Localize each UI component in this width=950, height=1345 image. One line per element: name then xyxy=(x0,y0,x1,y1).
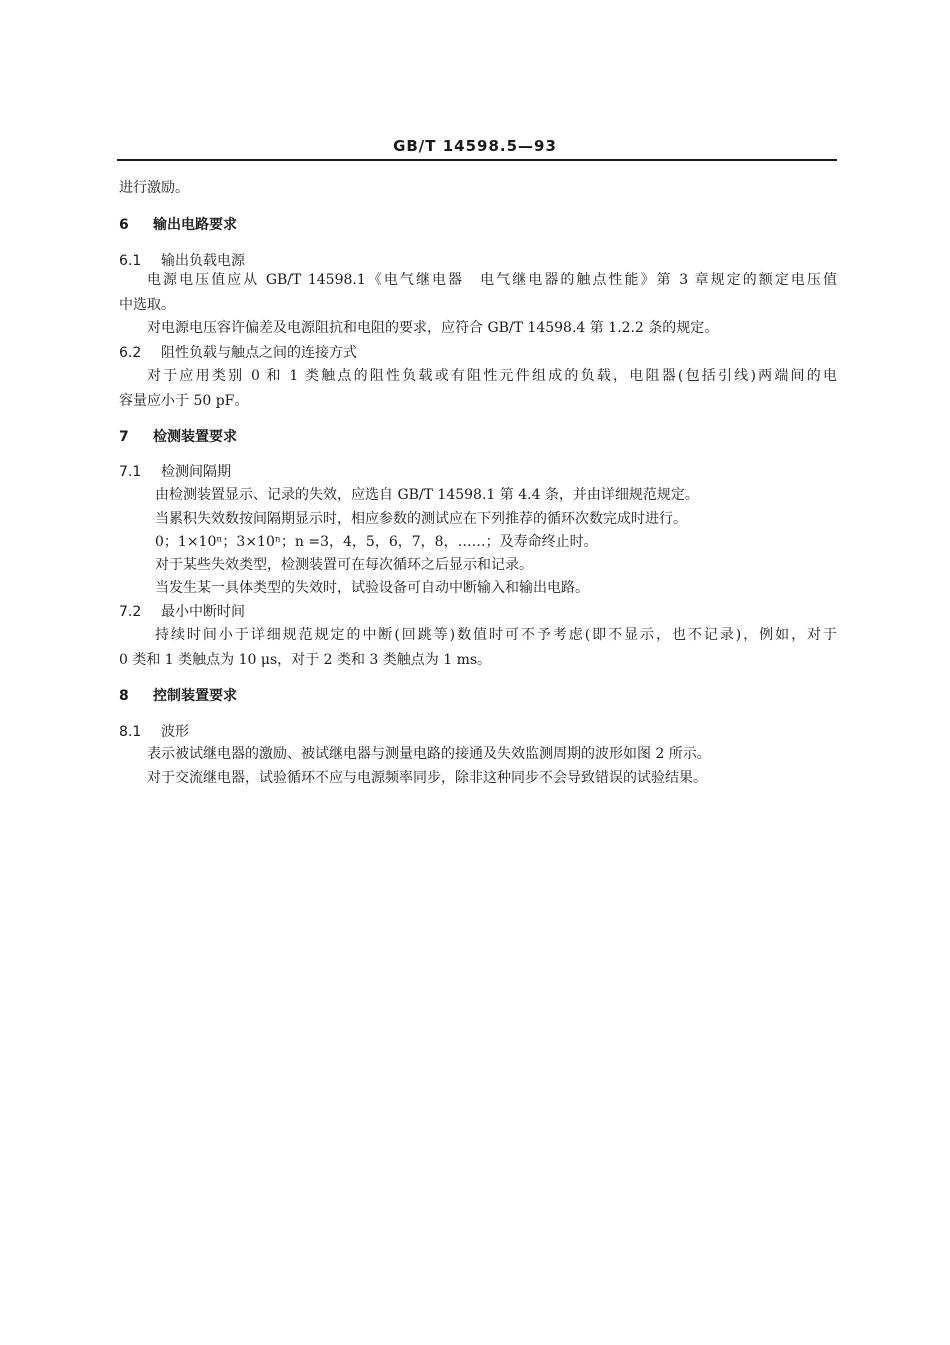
paragraph: 对于应用类别 0 和 1 类触点的阻性负载或有阻性元件组成的负载，电阻器(包括引线)两端间的电 xyxy=(147,368,837,384)
section-6-1-number: 6.1 xyxy=(119,253,142,269)
paragraph: 由检测装置显示、记录的失效，应选自 GB/T 14598.1 第 4.4 条，并由详细规范规定。 xyxy=(155,487,699,503)
section-8-1-title: 波形 xyxy=(161,724,189,740)
paragraph: 表示被试继电器的激励、被试继电器与测量电路的接通及失效监测周期的波形如图 2 所示。 xyxy=(147,746,711,762)
section-8-number: 8 xyxy=(119,688,129,704)
paragraph: 容量应小于 50 pF。 xyxy=(119,393,249,409)
section-6-1-heading xyxy=(119,251,245,271)
paragraph: 对于交流继电器，试验循环不应与电源频率同步，除非这种同步不会导致错误的试验结果。 xyxy=(147,770,707,786)
section-7-2-heading xyxy=(119,602,245,622)
paragraph: 持续时间小于详细规范规定的中断(回跳等)数值时可不予考虑(即不显示，也不记录)，例如，对于 xyxy=(155,627,837,643)
paragraph: 对于某些失效类型，检测装置可在每次循环之后显示和记录。 xyxy=(155,557,533,573)
header-rule xyxy=(117,159,837,161)
section-7-2-title: 最小中断时间 xyxy=(161,604,245,620)
section-7-2-number: 7.2 xyxy=(119,604,142,620)
paragraph: 当发生某一具体类型的失效时，试验设备可自动中断输入和输出电路。 xyxy=(155,580,589,596)
paragraph: 0 类和 1 类触点为 10 μs，对于 2 类和 3 类触点为 1 ms。 xyxy=(119,652,492,668)
section-7-1-heading xyxy=(119,462,231,482)
section-8-heading xyxy=(119,686,237,706)
section-8-1-number: 8.1 xyxy=(119,724,142,740)
continuation-line: 进行激励。 xyxy=(119,180,189,196)
standard-header: GB/T 14598.5—93 xyxy=(393,137,557,155)
paragraph: 当累积失效数按间隔期显示时，相应参数的测试应在下列推荐的循环次数完成时进行。 xyxy=(155,511,687,527)
section-6-2-heading xyxy=(119,343,357,363)
section-6-1-title: 输出负载电源 xyxy=(161,253,245,269)
section-7-1-number: 7.1 xyxy=(119,464,142,480)
paragraph: 对电源电压容许偏差及电源阻抗和电阻的要求，应符合 GB/T 14598.4 第 1.2.2 条的规定。 xyxy=(147,320,719,336)
section-7-title: 检测装置要求 xyxy=(153,429,237,445)
section-7-number: 7 xyxy=(119,429,129,445)
section-6-2-title: 阻性负载与触点之间的连接方式 xyxy=(161,345,357,361)
section-7-heading xyxy=(119,427,237,447)
section-6-number: 6 xyxy=(119,217,129,233)
paragraph: 电源电压值应从 GB/T 14598.1《电气继电器 电气继电器的触点性能》第 3 章规定的额定电压值 xyxy=(147,272,837,288)
paragraph: 中选取。 xyxy=(119,297,175,313)
formula-line: 0；1×10ⁿ；3×10ⁿ；n =3，4，5，6，7，8，……；及寿命终止时。 xyxy=(155,534,598,550)
section-6-2-number: 6.2 xyxy=(119,345,142,361)
section-6-heading xyxy=(119,215,237,235)
section-8-title: 控制装置要求 xyxy=(153,688,237,704)
section-6-title: 输出电路要求 xyxy=(153,217,237,233)
section-7-1-title: 检测间隔期 xyxy=(161,464,231,480)
section-8-1-heading xyxy=(119,722,189,742)
